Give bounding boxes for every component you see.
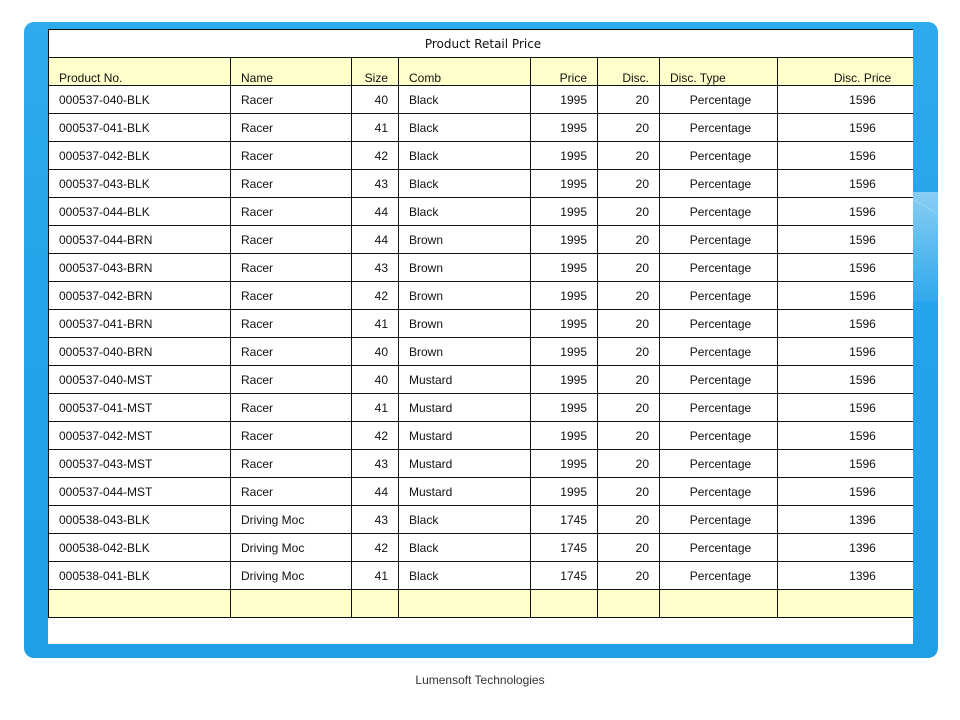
empty-cell — [49, 590, 231, 618]
price-table — [48, 29, 913, 618]
cell-disc: 20 — [598, 170, 660, 198]
cell-comb: Mustard — [399, 394, 531, 422]
table-row — [49, 562, 914, 590]
cell-size: 42 — [352, 422, 399, 450]
cell-size: 41 — [352, 310, 399, 338]
cell-disc: 20 — [598, 226, 660, 254]
table-row — [49, 366, 914, 394]
table-header-row — [49, 58, 914, 86]
table-row — [49, 478, 914, 506]
table-row — [49, 422, 914, 450]
table-row — [49, 534, 914, 562]
cell-size: 43 — [352, 506, 399, 534]
cell-price: 1995 — [531, 226, 598, 254]
table-row — [49, 506, 914, 534]
cell-name: Racer — [231, 114, 352, 142]
cell-comb: Black — [399, 506, 531, 534]
table-row — [49, 310, 914, 338]
cell-disc-type: Percentage — [660, 562, 778, 590]
cell-disc-price: 1396 — [778, 534, 914, 562]
cell-disc-price: 1596 — [778, 338, 914, 366]
cell-product-no: 000538-041-BLK — [49, 562, 231, 590]
cell-disc-type: Percentage — [660, 170, 778, 198]
header-disc-type: Disc. Type — [660, 58, 778, 86]
header-name: Name — [231, 58, 352, 86]
cell-disc: 20 — [598, 478, 660, 506]
cell-disc-price: 1596 — [778, 86, 914, 114]
cell-disc-price: 1596 — [778, 478, 914, 506]
cell-disc-price: 1596 — [778, 310, 914, 338]
cell-price: 1745 — [531, 534, 598, 562]
table-row — [49, 394, 914, 422]
cell-product-no: 000537-041-BRN — [49, 310, 231, 338]
cell-disc-type: Percentage — [660, 254, 778, 282]
cell-disc-type: Percentage — [660, 394, 778, 422]
cell-disc-type: Percentage — [660, 282, 778, 310]
table-title-row — [49, 30, 914, 58]
cell-disc: 20 — [598, 310, 660, 338]
cell-disc: 20 — [598, 142, 660, 170]
cell-comb: Brown — [399, 226, 531, 254]
empty-cell — [660, 590, 778, 618]
cell-disc-price: 1596 — [778, 254, 914, 282]
cell-product-no: 000537-043-BLK — [49, 170, 231, 198]
cell-name: Racer — [231, 478, 352, 506]
cell-size: 44 — [352, 198, 399, 226]
cell-comb: Mustard — [399, 366, 531, 394]
cell-disc-type: Percentage — [660, 198, 778, 226]
cell-comb: Black — [399, 534, 531, 562]
cell-size: 41 — [352, 562, 399, 590]
cell-disc-price: 1396 — [778, 562, 914, 590]
cell-disc-price: 1596 — [778, 450, 914, 478]
cell-price: 1995 — [531, 282, 598, 310]
cell-product-no: 000537-040-BLK — [49, 86, 231, 114]
price-table-container — [48, 29, 913, 644]
cell-price: 1995 — [531, 394, 598, 422]
cell-comb: Mustard — [399, 478, 531, 506]
cell-disc: 20 — [598, 86, 660, 114]
cell-price: 1995 — [531, 478, 598, 506]
cell-comb: Brown — [399, 254, 531, 282]
table-row — [49, 226, 914, 254]
cell-price: 1995 — [531, 170, 598, 198]
cell-price: 1995 — [531, 254, 598, 282]
cell-size: 40 — [352, 86, 399, 114]
cell-comb: Mustard — [399, 450, 531, 478]
cell-name: Racer — [231, 254, 352, 282]
cell-size: 42 — [352, 534, 399, 562]
cell-disc: 20 — [598, 282, 660, 310]
cell-product-no: 000538-043-BLK — [49, 506, 231, 534]
table-row — [49, 282, 914, 310]
cell-product-no: 000537-042-MST — [49, 422, 231, 450]
cell-price: 1995 — [531, 198, 598, 226]
cell-disc-price: 1596 — [778, 170, 914, 198]
table-title: Product Retail Price — [49, 30, 914, 58]
cell-disc: 20 — [598, 338, 660, 366]
header-disc: Disc. — [598, 58, 660, 86]
empty-cell — [352, 590, 399, 618]
cell-comb: Black — [399, 562, 531, 590]
cell-disc-price: 1596 — [778, 282, 914, 310]
cell-disc-price: 1596 — [778, 226, 914, 254]
cell-disc-price: 1596 — [778, 366, 914, 394]
empty-table-row — [49, 590, 914, 618]
cell-name: Racer — [231, 282, 352, 310]
header-size: Size — [352, 58, 399, 86]
cell-product-no: 000537-042-BLK — [49, 142, 231, 170]
cell-size: 43 — [352, 170, 399, 198]
cell-name: Racer — [231, 310, 352, 338]
cell-price: 1995 — [531, 450, 598, 478]
empty-cell — [598, 590, 660, 618]
cell-disc-type: Percentage — [660, 534, 778, 562]
cell-price: 1995 — [531, 142, 598, 170]
table-row — [49, 254, 914, 282]
cell-product-no: 000537-042-BRN — [49, 282, 231, 310]
cell-disc: 20 — [598, 114, 660, 142]
cell-name: Racer — [231, 86, 352, 114]
cell-disc-price: 1596 — [778, 394, 914, 422]
header-price: Price — [531, 58, 598, 86]
header-disc-price: Disc. Price — [778, 58, 914, 86]
cell-disc-type: Percentage — [660, 422, 778, 450]
cell-name: Racer — [231, 422, 352, 450]
cell-disc-type: Percentage — [660, 366, 778, 394]
table-row — [49, 450, 914, 478]
cell-disc-type: Percentage — [660, 478, 778, 506]
cell-price: 1995 — [531, 114, 598, 142]
cell-disc: 20 — [598, 394, 660, 422]
empty-cell — [531, 590, 598, 618]
cell-comb: Brown — [399, 310, 531, 338]
cell-comb: Black — [399, 114, 531, 142]
cell-product-no: 000537-041-MST — [49, 394, 231, 422]
cell-disc-price: 1596 — [778, 198, 914, 226]
cell-disc-type: Percentage — [660, 310, 778, 338]
cell-price: 1995 — [531, 338, 598, 366]
cell-disc-type: Percentage — [660, 506, 778, 534]
cell-disc: 20 — [598, 506, 660, 534]
table-row — [49, 170, 914, 198]
table-row — [49, 142, 914, 170]
cell-name: Racer — [231, 142, 352, 170]
cell-comb: Black — [399, 170, 531, 198]
cell-product-no: 000537-044-BLK — [49, 198, 231, 226]
cell-disc: 20 — [598, 254, 660, 282]
cell-name: Racer — [231, 198, 352, 226]
cell-comb: Black — [399, 86, 531, 114]
cell-comb: Mustard — [399, 422, 531, 450]
cell-disc-price: 1596 — [778, 142, 914, 170]
cell-disc: 20 — [598, 422, 660, 450]
cell-product-no: 000537-044-MST — [49, 478, 231, 506]
cell-disc-price: 1596 — [778, 422, 914, 450]
cell-disc: 20 — [598, 534, 660, 562]
cell-price: 1995 — [531, 86, 598, 114]
cell-size: 40 — [352, 366, 399, 394]
cell-disc: 20 — [598, 198, 660, 226]
cell-size: 41 — [352, 114, 399, 142]
cell-size: 43 — [352, 450, 399, 478]
cell-product-no: 000537-044-BRN — [49, 226, 231, 254]
cell-price: 1745 — [531, 562, 598, 590]
cell-disc-price: 1396 — [778, 506, 914, 534]
table-row — [49, 86, 914, 114]
cell-comb: Brown — [399, 282, 531, 310]
table-row — [49, 198, 914, 226]
cell-name: Racer — [231, 366, 352, 394]
empty-cell — [399, 590, 531, 618]
cell-name: Driving Moc — [231, 506, 352, 534]
cell-name: Driving Moc — [231, 534, 352, 562]
cell-name: Racer — [231, 394, 352, 422]
cell-size: 42 — [352, 142, 399, 170]
header-product-no: Product No. — [49, 58, 231, 86]
cell-disc: 20 — [598, 366, 660, 394]
cell-disc: 20 — [598, 450, 660, 478]
cell-name: Racer — [231, 170, 352, 198]
cell-comb: Brown — [399, 338, 531, 366]
cell-price: 1995 — [531, 310, 598, 338]
footer-company: Lumensoft Technologies — [415, 673, 545, 687]
cell-name: Driving Moc — [231, 562, 352, 590]
cell-name: Racer — [231, 338, 352, 366]
cell-price: 1995 — [531, 422, 598, 450]
cell-comb: Black — [399, 198, 531, 226]
cell-product-no: 000537-043-MST — [49, 450, 231, 478]
cell-product-no: 000537-040-BRN — [49, 338, 231, 366]
cell-size: 44 — [352, 478, 399, 506]
header-comb: Comb — [399, 58, 531, 86]
cell-size: 42 — [352, 282, 399, 310]
cell-disc-type: Percentage — [660, 142, 778, 170]
cell-disc-price: 1596 — [778, 114, 914, 142]
cell-name: Racer — [231, 226, 352, 254]
cell-price: 1745 — [531, 506, 598, 534]
cell-product-no: 000537-041-BLK — [49, 114, 231, 142]
empty-cell — [231, 590, 352, 618]
cell-size: 41 — [352, 394, 399, 422]
cell-disc: 20 — [598, 562, 660, 590]
cell-size: 40 — [352, 338, 399, 366]
table-row — [49, 114, 914, 142]
cell-disc-type: Percentage — [660, 338, 778, 366]
table-row — [49, 338, 914, 366]
cell-size: 43 — [352, 254, 399, 282]
cell-disc-type: Percentage — [660, 450, 778, 478]
cell-disc-type: Percentage — [660, 86, 778, 114]
footer — [0, 673, 960, 687]
cell-disc-type: Percentage — [660, 226, 778, 254]
empty-cell — [778, 590, 914, 618]
cell-name: Racer — [231, 450, 352, 478]
cell-product-no: 000537-043-BRN — [49, 254, 231, 282]
cell-price: 1995 — [531, 366, 598, 394]
cell-product-no: 000538-042-BLK — [49, 534, 231, 562]
cell-disc-type: Percentage — [660, 114, 778, 142]
cell-comb: Black — [399, 142, 531, 170]
cell-size: 44 — [352, 226, 399, 254]
cell-product-no: 000537-040-MST — [49, 366, 231, 394]
